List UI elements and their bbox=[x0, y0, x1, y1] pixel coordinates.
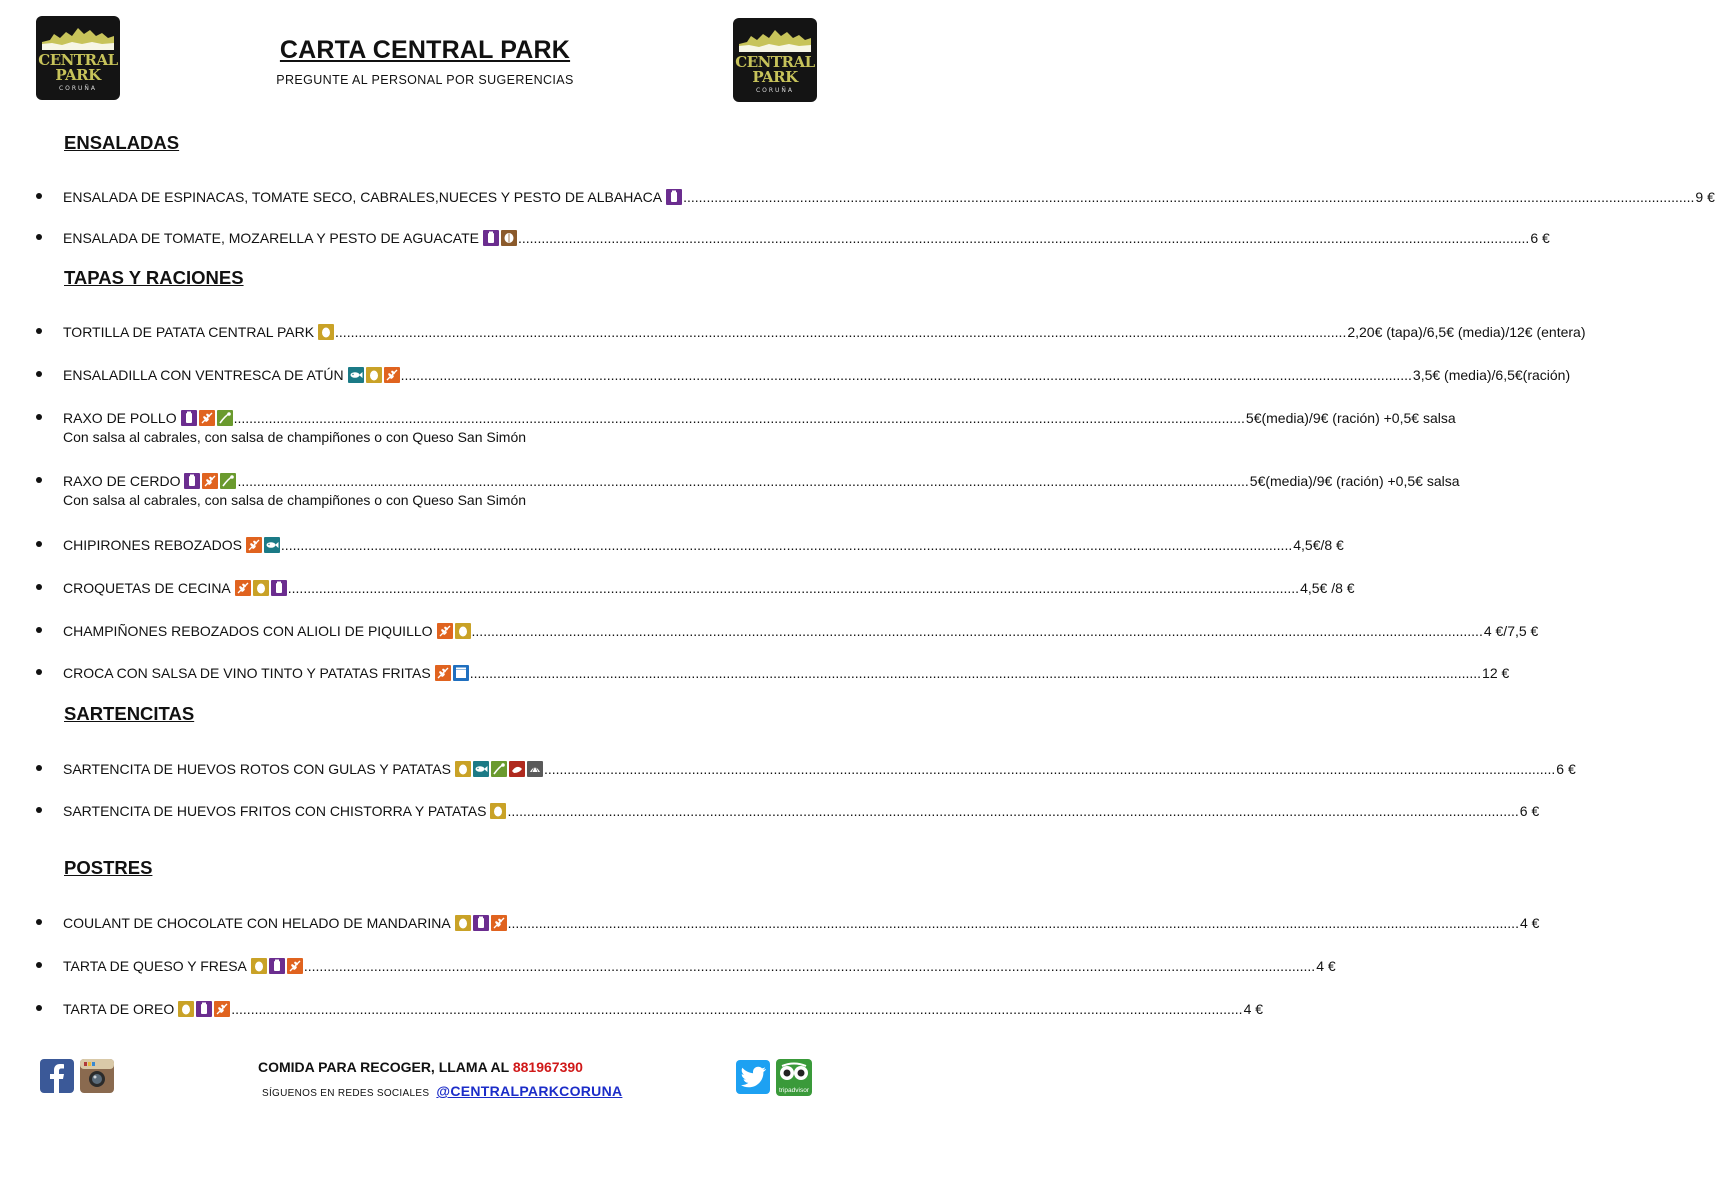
egg-icon bbox=[318, 324, 334, 340]
dot-leader: .................................................................................................................................................................................................................................................................... bbox=[507, 915, 1519, 931]
instagram-icon[interactable] bbox=[80, 1059, 114, 1093]
milk-icon bbox=[196, 1001, 212, 1017]
allergen-icons bbox=[437, 623, 471, 639]
dot-leader: .................................................................................................................................................................................................................................................................... bbox=[335, 324, 1347, 340]
menu-item-price: 5€(media)/9€ (ración) +0,5€ salsa bbox=[1249, 473, 1460, 489]
bullet bbox=[36, 584, 42, 590]
bullet bbox=[36, 477, 42, 483]
menu-item-name: CHIPIRONES REBOZADOS bbox=[63, 537, 242, 553]
bullet bbox=[36, 328, 42, 334]
menu-item-price: 4 €/7,5 € bbox=[1483, 623, 1539, 639]
menu-item-name: CHAMPIÑONES REBOZADOS CON ALIOLI DE PIQUILLO bbox=[63, 623, 433, 639]
dot-leader: .................................................................................................................................................................................................................................................................... bbox=[280, 537, 1293, 553]
section-title-ensaladas: ENSALADAS bbox=[64, 132, 180, 153]
menu-item-line bbox=[63, 228, 1550, 248]
fish-icon bbox=[473, 761, 489, 777]
allergen-icons bbox=[435, 665, 469, 681]
menu-item-note: Con salsa al cabrales, con salsa de champiñones o con Queso San Simón bbox=[63, 429, 527, 445]
menu-item bbox=[36, 956, 1336, 976]
milk-icon bbox=[483, 230, 499, 246]
menu-item bbox=[36, 408, 1456, 445]
allergen-icons bbox=[455, 915, 507, 931]
dot-leader: .................................................................................................................................................................................................................................................................... bbox=[543, 761, 1556, 777]
pickup-line bbox=[258, 1059, 583, 1075]
dot-leader: .................................................................................................................................................................................................................................................................... bbox=[303, 958, 1316, 974]
menu-item bbox=[36, 759, 1576, 779]
logo-central-text: CENTRAL bbox=[735, 53, 815, 71]
menu-item bbox=[36, 187, 1715, 207]
milk-icon bbox=[271, 580, 287, 596]
allergen-icons bbox=[235, 580, 287, 596]
menu-item-line bbox=[63, 322, 1586, 342]
gluten-icon bbox=[214, 1001, 230, 1017]
section-title-postres: POSTRES bbox=[64, 857, 153, 878]
menu-item-price: 3,5€ (media)/6,5€(ración) bbox=[1412, 367, 1571, 383]
gluten-icon bbox=[287, 958, 303, 974]
menu-item-line bbox=[63, 365, 1571, 385]
egg-icon bbox=[366, 367, 382, 383]
section-title-sartencitas: SARTENCITAS bbox=[64, 703, 195, 724]
egg-icon bbox=[251, 958, 267, 974]
pickup-text: COMIDA PARA RECOGER, LLAMA AL bbox=[258, 1059, 509, 1075]
nuts-icon bbox=[501, 230, 517, 246]
menu-item-line bbox=[63, 956, 1336, 976]
menu-item-price: 6 € bbox=[1530, 230, 1550, 246]
menu-item-note: Con salsa al cabrales, con salsa de champiñones o con Queso San Simón bbox=[63, 492, 527, 508]
dot-leader: .................................................................................................................................................................................................................................................................... bbox=[400, 367, 1412, 383]
social-handle-link[interactable]: @CENTRALPARKCORUNA bbox=[436, 1083, 623, 1099]
gluten-icon bbox=[437, 623, 453, 639]
logo-park-text: PARK bbox=[752, 68, 798, 86]
menu-item-price: 6 € bbox=[1556, 761, 1576, 777]
fish-icon bbox=[264, 537, 280, 553]
celery-icon bbox=[220, 473, 236, 489]
menu-item-line bbox=[63, 999, 1264, 1019]
celery-icon bbox=[491, 761, 507, 777]
egg-icon bbox=[455, 915, 471, 931]
dot-leader: .................................................................................................................................................................................................................................................................... bbox=[471, 623, 1483, 639]
allergen-icons bbox=[184, 473, 236, 489]
allergen-icons bbox=[318, 324, 334, 340]
menu-item-price: 4 € bbox=[1316, 958, 1336, 974]
allergen-icons bbox=[348, 367, 400, 383]
gluten-icon bbox=[199, 410, 215, 426]
gluten-icon bbox=[491, 915, 507, 931]
logo-city-text: CORUÑA bbox=[755, 87, 795, 94]
bullet bbox=[36, 627, 42, 633]
gluten-icon bbox=[246, 537, 262, 553]
celery-icon bbox=[217, 410, 233, 426]
allergen-icons bbox=[666, 189, 682, 205]
tripadvisor-label: tripadvisor bbox=[779, 1087, 809, 1094]
menu-item bbox=[36, 663, 1510, 683]
bullet bbox=[36, 193, 42, 199]
menu-item-price: 4 € bbox=[1519, 915, 1540, 931]
phone-number[interactable]: 881967390 bbox=[512, 1059, 583, 1075]
milk-icon bbox=[184, 473, 200, 489]
gluten-icon bbox=[435, 665, 451, 681]
gluten-icon bbox=[202, 473, 218, 489]
milk-icon bbox=[269, 958, 285, 974]
allergen-icons bbox=[251, 958, 303, 974]
logo-city-text: CORUÑA bbox=[58, 85, 98, 92]
egg-icon bbox=[253, 580, 269, 596]
menu-item-name: TARTA DE OREO bbox=[63, 1001, 175, 1017]
dot-leader: .................................................................................................................................................................................................................................................................... bbox=[233, 410, 1245, 426]
menu-item-name: TARTA DE QUESO Y FRESA bbox=[63, 958, 247, 974]
allergen-icons bbox=[490, 803, 506, 819]
bullet bbox=[36, 669, 42, 675]
menu-item-name: CROQUETAS DE CECINA bbox=[63, 580, 231, 596]
allergen-icons bbox=[455, 761, 543, 777]
tripadvisor-icon[interactable] bbox=[776, 1059, 812, 1096]
menu-item-name: RAXO DE POLLO bbox=[63, 410, 177, 426]
page-title: CARTA CENTRAL PARK bbox=[279, 36, 571, 64]
bullet bbox=[36, 371, 42, 377]
dot-leader: .................................................................................................................................................................................................................................................................... bbox=[287, 580, 1300, 596]
menu-item-price: 2,20€ (tapa)/6,5€ (media)/12€ (entera) bbox=[1347, 324, 1586, 340]
section-title-tapas: TAPAS Y RACIONES bbox=[64, 267, 244, 288]
menu-item-price: 4 € bbox=[1243, 1001, 1264, 1017]
menu-item-line bbox=[63, 578, 1355, 598]
menu-item-name: ENSALADILLA CON VENTRESCA DE ATÚN bbox=[63, 367, 344, 383]
milk-icon bbox=[473, 915, 489, 931]
page-subtitle: PREGUNTE AL PERSONAL POR SUGERENCIAS bbox=[276, 73, 574, 87]
bullet bbox=[36, 1005, 42, 1011]
allergen-icons bbox=[181, 410, 233, 426]
gluten-icon bbox=[384, 367, 400, 383]
menu-item-name: RAXO DE CERDO bbox=[63, 473, 181, 489]
menu-item bbox=[36, 913, 1540, 933]
egg-icon bbox=[178, 1001, 194, 1017]
dot-leader: .................................................................................................................................................................................................................................................................... bbox=[237, 473, 1249, 489]
social-text: SÍGUENOS EN REDES SOCIALES bbox=[262, 1088, 430, 1099]
menu-item-name: ENSALADA DE ESPINACAS, TOMATE SECO, CABRALES,NUECES Y PESTO DE ALBAHACA bbox=[63, 189, 663, 205]
egg-icon bbox=[490, 803, 506, 819]
menu-item-line bbox=[63, 801, 1540, 821]
milk-icon bbox=[181, 410, 197, 426]
menu-item-line bbox=[63, 913, 1540, 933]
menu-item bbox=[36, 621, 1539, 641]
allergen-icons bbox=[483, 230, 517, 246]
milk-icon bbox=[666, 189, 682, 205]
menu-item bbox=[36, 365, 1571, 385]
menu-item-price: 4,5€/8 € bbox=[1293, 537, 1344, 553]
mollusc-icon bbox=[527, 761, 543, 777]
menu-item bbox=[36, 228, 1550, 248]
bullet bbox=[36, 234, 42, 240]
bullet bbox=[36, 962, 42, 968]
menu-item-name: TORTILLA DE PATATA CENTRAL PARK bbox=[63, 324, 315, 340]
menu-item bbox=[36, 471, 1460, 508]
menu-item-line bbox=[63, 187, 1715, 207]
gluten-icon bbox=[235, 580, 251, 596]
menu-item-price: 9 € bbox=[1695, 189, 1715, 205]
menu-item-price: 6 € bbox=[1519, 803, 1540, 819]
menu-item bbox=[36, 801, 1540, 821]
dot-leader: .................................................................................................................................................................................................................................................................... bbox=[683, 189, 1695, 205]
menu-item-line bbox=[63, 535, 1344, 555]
menu-item-name: SARTENCITA DE HUEVOS ROTOS CON GULAS Y PATATAS bbox=[63, 761, 451, 777]
menu-item-line bbox=[63, 621, 1539, 641]
bullet bbox=[36, 765, 42, 771]
twitter-icon[interactable] bbox=[736, 1060, 770, 1094]
fish-icon bbox=[348, 367, 364, 383]
menu-item-line bbox=[63, 408, 1456, 428]
facebook-icon[interactable] bbox=[40, 1059, 74, 1093]
allergen-icons bbox=[178, 1001, 230, 1017]
menu-item-name: ENSALADA DE TOMATE, MOZARELLA Y PESTO DE AGUACATE bbox=[63, 230, 479, 246]
bullet bbox=[36, 541, 42, 547]
menu-item-name: SARTENCITA DE HUEVOS FRITOS CON CHISTORRA Y PATATAS bbox=[63, 803, 487, 819]
dot-leader: .................................................................................................................................................................................................................................................................... bbox=[507, 803, 1519, 819]
menu-item-price: 5€(media)/9€ (ración) +0,5€ salsa bbox=[1245, 410, 1456, 426]
egg-icon bbox=[455, 623, 471, 639]
menu-item bbox=[36, 535, 1344, 555]
bullet bbox=[36, 414, 42, 420]
crustacean-icon bbox=[509, 761, 525, 777]
bullet bbox=[36, 807, 42, 813]
menu-item-price: 12 € bbox=[1482, 665, 1510, 681]
menu-item bbox=[36, 322, 1586, 342]
menu-item-line bbox=[63, 759, 1576, 779]
menu-item bbox=[36, 578, 1355, 598]
dot-leader: .................................................................................................................................................................................................................................................................... bbox=[469, 665, 1482, 681]
menu-item-line bbox=[63, 471, 1460, 491]
menu-item-line bbox=[63, 663, 1510, 683]
sulphites-icon bbox=[453, 665, 469, 681]
menu-item-name: COULANT DE CHOCOLATE CON HELADO DE MANDARINA bbox=[63, 915, 451, 931]
menu-item-price: 4,5€ /8 € bbox=[1300, 580, 1355, 596]
menu-item-name: CROCA CON SALSA DE VINO TINTO Y PATATAS FRITAS bbox=[63, 665, 431, 681]
logo-park-text: PARK bbox=[55, 66, 101, 84]
logo-central-text: CENTRAL bbox=[38, 51, 118, 69]
social-line bbox=[262, 1083, 622, 1099]
egg-icon bbox=[455, 761, 471, 777]
dot-leader: .................................................................................................................................................................................................................................................................... bbox=[231, 1001, 1243, 1017]
bullet bbox=[36, 919, 42, 925]
dot-leader: .................................................................................................................................................................................................................................................................... bbox=[518, 230, 1530, 246]
menu-item bbox=[36, 999, 1264, 1019]
allergen-icons bbox=[246, 537, 280, 553]
